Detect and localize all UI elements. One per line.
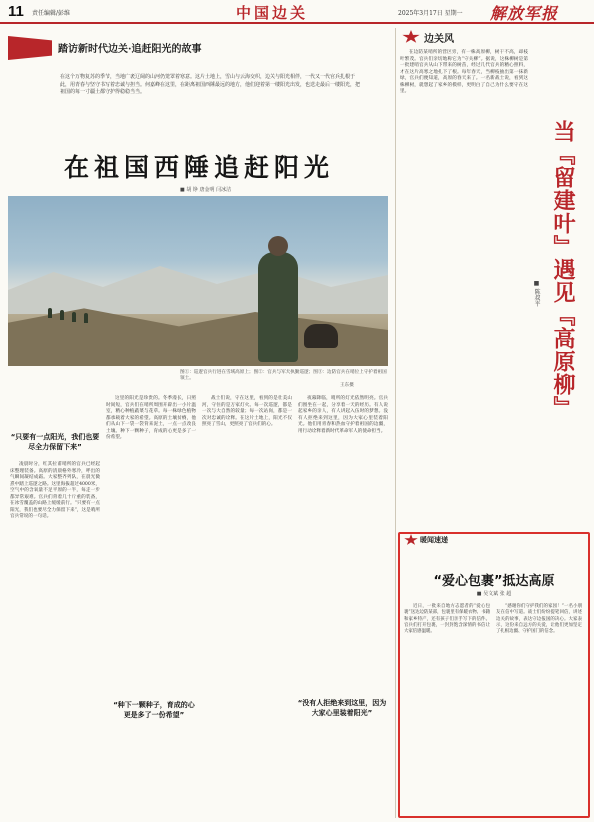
star-icon (402, 30, 420, 44)
section-title: 中国边关 (236, 4, 309, 22)
article-column (298, 396, 388, 435)
article-headline: 在祖国西陲追赶阳光 (63, 153, 334, 182)
commentary-title: 当『留建叶』遇见『高原柳』 (550, 120, 575, 419)
paragraph: 夜幕降临，哨所的灯光依然明亮。官兵们围坐在一起，分享着一天的经历。有人说起家乡的亲人，有人讲起入伍时的梦想。没有人拒绝来到这里，因为大家心里装着阳光。他们用青春和热血守护着祖国的边疆，用行动诠释着新时代革命军人的使命担当。 (298, 396, 388, 434)
commentary-text (400, 50, 528, 96)
series-banner (8, 30, 388, 64)
patrol-soldier (72, 312, 76, 322)
issue-date: 2025年3月17日 星期一 (398, 10, 463, 17)
patrol-soldier (84, 313, 88, 323)
article-byline: ■ 胡 铮 唐金明 闫冰洁 (180, 187, 232, 193)
soldier-figure (258, 252, 298, 362)
article-column (202, 396, 292, 429)
article-photo (8, 196, 388, 366)
paragraph: “感谢你们守护我们的家园！”一名小朋友在信中写道。战士们纷纷提笔回信，讲述边关的故事，表达守边报国的决心。大家表示，这份来自远方的关爱，让他们更加坚定了扎根边疆、守护国门的信念。 (496, 604, 582, 635)
sub-heading: “只要有一点阳光，我们也要尽全力保留下来” (10, 433, 100, 451)
military-dog (304, 324, 338, 348)
page-header (0, 0, 594, 24)
paragraph: 战士们说，守在这里，看到的是壮美山河，守住的是万家灯火。每一次巡逻，都是一次与大自然的较量；每一次站岗，都是一次对忠诚的诠释。在这片土地上，阳光不仅照亮了雪山，更照亮了官兵们的心。 (202, 396, 292, 427)
newspaper-logo: 解放军报 (490, 4, 559, 23)
article-column (106, 396, 196, 442)
article-intro: 在这个万物复苏的季节，当地广袤辽阔的山河仍笼罩着寒意。这片土地上，雪山与云海交织，边关与阳光相伴，一代又一代官兵扎根于此，用青春与坚守书写着忠诚与担当。何嘉峰在这里，在距离祖国西陲最远的地方，他们迎着第一缕阳光出发，也送走最后一缕阳光，把祖国的每一寸疆土都守护得稳稳当当。 (60, 74, 361, 96)
editor-credit: 责任编辑/彭维 (32, 10, 71, 17)
article-column (10, 462, 100, 521)
box-column (496, 604, 582, 635)
sub-heading: “没有人拒绝来到这里，因为大家心里装着阳光” (297, 699, 387, 717)
patrol-soldier (48, 308, 52, 318)
series-title: 踏访新时代边关·追赶阳光的故事 (58, 44, 202, 55)
column-divider (395, 28, 396, 818)
box-headline: “爱心包裹”抵达高原 (433, 574, 555, 589)
patrol-soldier (60, 310, 64, 320)
mountain-ridge (8, 254, 388, 314)
flag-icon (8, 36, 52, 60)
column-name: 边关风 (424, 34, 454, 45)
photo-credit: 王东摄 (340, 383, 354, 388)
paragraph: 在边防某哨所的营区旁，有一株高原柳，树干不高，却枝叶繁茂。官兵们亲切地称它为“守关柳”。据说，这株柳树是第一批建哨官兵从山下带来的树苗，经过几代官兵的精心照料，才在这片高寒之地扎下了根。每年春天，当柳枝抽出第一抹新绿，官兵们便知道，高原的春天来了。一名新战士说，看到这株柳树，就想起了家乡的模样，更明白了自己为什么要守在这里。 (400, 50, 528, 94)
photo-caption: 图①：巡逻官兵行进在雪域高原上；图②：官兵与军犬执勤巡逻；图③：边防官兵在哨位上守护着祖国领土。 (180, 370, 387, 381)
paragraph: 这里的阳光是珍贵的。冬季漫长，日照时间短，官兵们在哨所周围开辟出一小片温室，精心种植蔬菜与花草。每一株绿色植物都承载着大家的希望。高原的土壤贫瘠，他们从山下一袋一袋背来泥土，一点一点改良土壤。种下一颗种子，育成的心更是多了一份希望。 (106, 396, 196, 440)
paragraph: 凌晨时分，红其拉甫哨所的官兵已经起床整理装备。高原的清晨格外寒冷，呼出的气瞬间凝结成霜。大家整齐列队，在晨光微熹中踏上巡逻之路。这里海拔超过4000米，空气中的含氧量不足平原的一半，每走一步都异常艰难。官兵们背着几十斤重的装备，在冰雪覆盖的山路上缓缓前行。“只要有一点阳光，我们也要尽全力保留下来”，这是哨所官兵常说的一句话。 (10, 462, 100, 519)
paragraph: 近日，一批来自地方志愿者的“爱心包裹”送达边防某部，包裹里有保暖衣物、书籍和家乡特产，还有孩子们亲手写下的信件。官兵们打开包裹，一封封饱含深情的书信让大家倍感温暖。 (404, 604, 490, 635)
box-byline: ■ 吴文斌 张 超 (476, 591, 512, 597)
commentary-author: ■ 陈叔平 (533, 280, 540, 307)
box-column-name: 暖闻速递 (420, 536, 448, 544)
sub-heading: “种下一颗种子，育成的心更是多了一份希望” (113, 701, 195, 719)
page-number: 11 (8, 3, 24, 20)
box-column (404, 604, 490, 635)
